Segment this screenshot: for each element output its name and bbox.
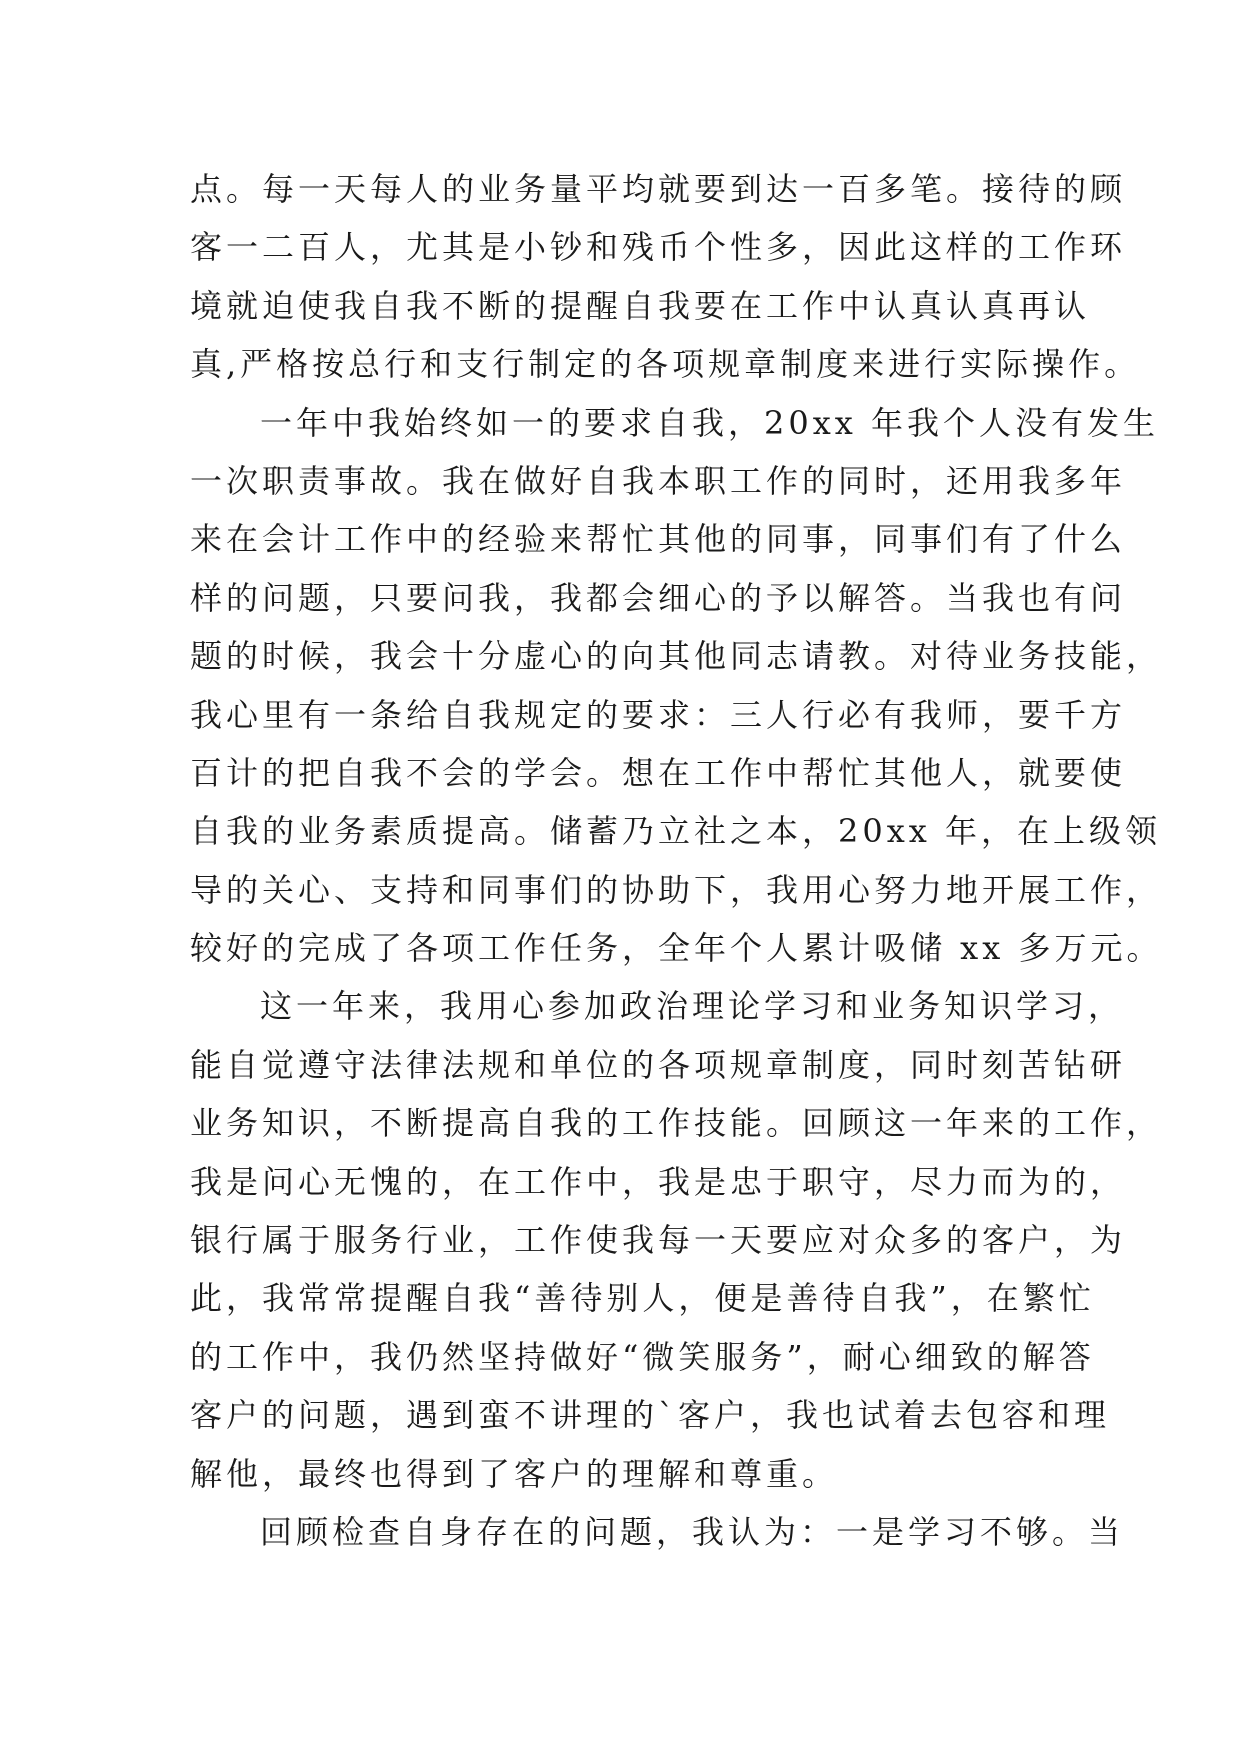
text-line: 客户的问题，遇到蛮不讲理的`客户，我也试着去包容和理: [190, 1396, 1111, 1435]
text-line: 解他，最终也得到了客户的理解和尊重。: [190, 1454, 839, 1493]
text-line: 客一二百人，尤其是小钞和残币个性多，因此这样的工作环: [190, 228, 1127, 267]
text-line: 的工作中，我仍然坚持做好“微笑服务”，耐心细致的解答: [190, 1337, 1095, 1376]
text-line: 能自觉遵守法律法规和单位的各项规章制度，同时刻苦钻研: [190, 1045, 1127, 1084]
text-line: 较好的完成了各项工作任务，全年个人累计吸储 xx 多万元。: [190, 929, 1163, 968]
text-line: 境就迫使我自我不断的提醒自我要在工作中认真认真再认: [190, 286, 1091, 325]
text-line: 样的问题，只要问我，我都会细心的予以解答。当我也有问: [190, 578, 1127, 617]
text-line: 回顾检查自身存在的问题，我认为：一是学习不够。当: [260, 1512, 1125, 1551]
text-line: 此，我常常提醒自我“善待别人，便是善待自我”，在繁忙: [190, 1279, 1095, 1318]
text-line: 一年中我始终如一的要求自我，20xx 年我个人没有发生: [260, 403, 1159, 442]
text-line: 这一年来，我用心参加政治理论学习和业务知识学习，: [260, 987, 1125, 1026]
text-line: 业务知识，不断提高自我的工作技能。回顾这一年来的工作，: [190, 1104, 1163, 1143]
text-line: 我心里有一条给自我规定的要求：三人行必有我师，要千方: [190, 695, 1127, 734]
text-line: 我是问心无愧的，在工作中，我是忠于职守，尽力而为的，: [190, 1162, 1127, 1201]
text-line: 自我的业务素质提高。储蓄乃立社之本，20xx 年，在上级领: [190, 812, 1161, 851]
text-line: 来在会计工作中的经验来帮忙其他的同事，同事们有了什么: [190, 520, 1127, 559]
text-line: 银行属于服务行业，工作使我每一天要应对众多的客户，为: [190, 1221, 1127, 1260]
document-body: [190, 160, 1163, 1561]
text-line: 点。每一天每人的业务量平均就要到达一百多笔。接待的顾: [190, 170, 1127, 208]
text-line: 题的时候，我会十分虚心的向其他同志请教。对待业务技能，: [190, 637, 1163, 676]
text-line: 真,严格按总行和支行制定的各项规章制度来进行实际操作。: [190, 345, 1141, 384]
text-line: 百计的把自我不会的学会。想在工作中帮忙其他人，就要使: [190, 753, 1127, 792]
text-line: 导的关心、支持和同事们的协助下，我用心努力地开展工作，: [190, 870, 1163, 909]
text-line: 一次职责事故。我在做好自我本职工作的同时，还用我多年: [190, 461, 1127, 500]
